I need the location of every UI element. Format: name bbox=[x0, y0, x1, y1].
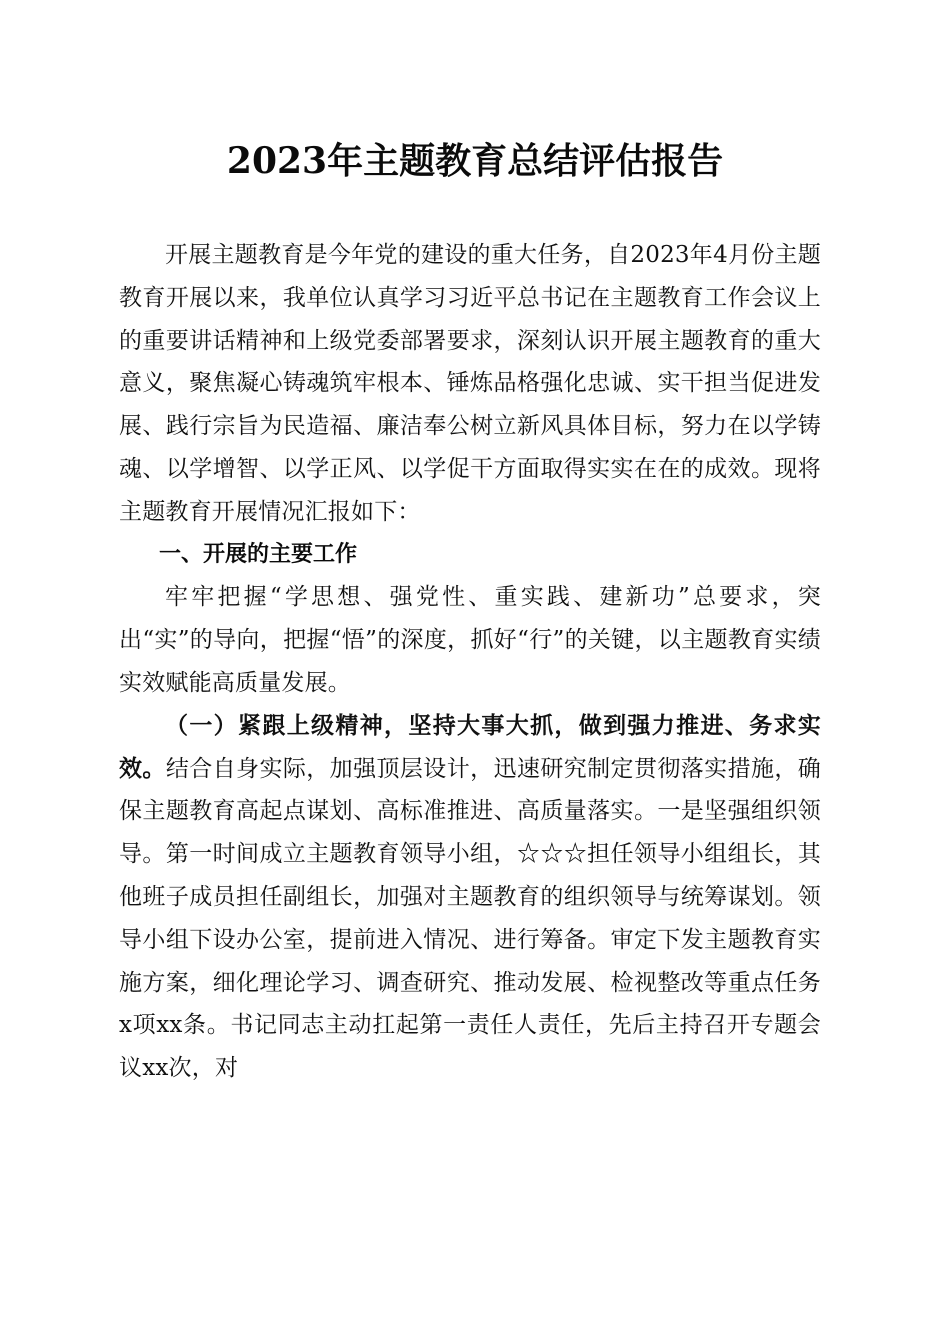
intro-paragraph: 开展主题教育是今年党的建设的重大任务，自2023年4月份主题教育开展以来，我单位认真学习习近平总书记在主题教育工作会议上的重要讲话精神和上级党委部署要求，深刻认识开展主题教育的重大意义，聚焦凝心铸魂筑牢根本、锤炼品格强化忠诚、实干担当促进发展、践行宗旨为民造福、廉洁奉公树立新风具体目标，努力在以学铸魂、以学增智、以学正风、以学促干方面取得实实在在的成效。现将主题教育开展情况汇报如下： bbox=[119, 242, 821, 525]
document-title: 2023年主题教育总结评估报告 bbox=[226, 140, 724, 182]
document-body bbox=[119, 234, 821, 1090]
subsection-lead: （一）紧跟上级精神，坚持大事大抓，做到强力推进、务求实效。 bbox=[119, 711, 821, 782]
subsection-paragraph bbox=[119, 705, 821, 1090]
section-intro-paragraph: 牢牢把握“学思想、强党性、重实践、建新功”总要求，突出“实”的导向，把握“悟”的深度，抓好“行”的关键，以主题教育实绩实效赋能高质量发展。 bbox=[119, 584, 821, 696]
subsection-body: 结合自身实际，加强顶层设计，迅速研究制定贯彻落实措施，确保主题教育高起点谋划、高标准推进、高质量落实。一是坚强组织领导。第一时间成立主题教育领导小组，☆☆☆担任领导小组组长，其他班子成员担任副组长，加强对主题教育的组织领导与统筹谋划。领导小组下设办公室，提前进入情况、进行筹备。审定下发主题教育实施方案，细化理论学习、调查研究、推动发展、检视整改等重点任务x项xx条。书记同志主动扛起第一责任人责任，先后主持召开专题会议xx次，对 bbox=[119, 755, 821, 1082]
section-heading-main-work: 一、开展的主要工作 bbox=[159, 541, 358, 567]
